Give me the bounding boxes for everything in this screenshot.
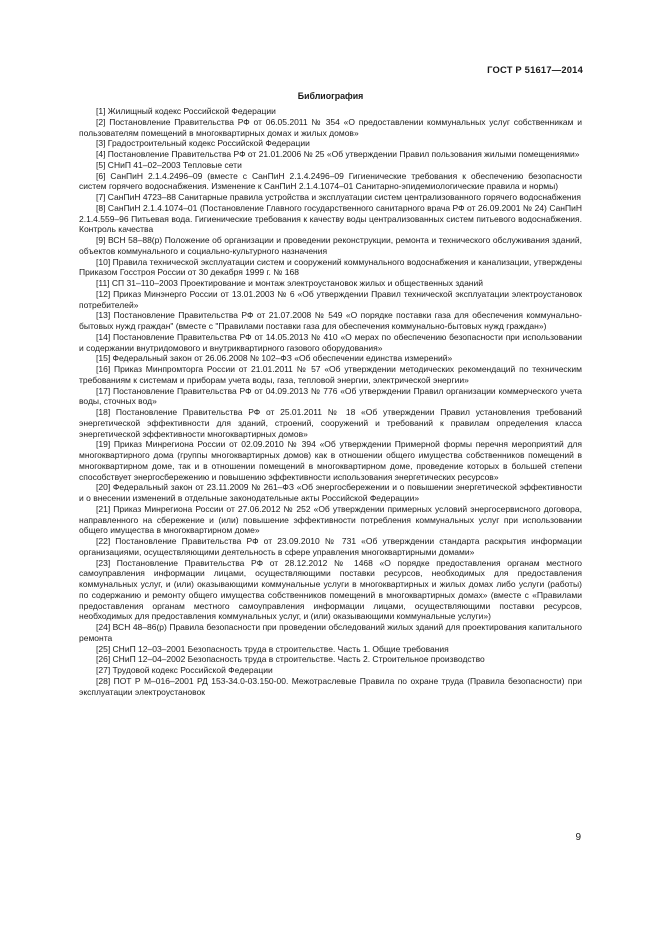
reference-item: [13] Постановление Правительства РФ от 21.07.2008 № 549 «О порядке поставки газа для обеспечения коммунально-бытовых нужд граждан" (вместе с "Правилами поставки газа для обеспечения коммунально-бытовых нужд граждан») bbox=[79, 310, 582, 331]
reference-item: [16] Приказ Минпромторга России от 21.01.2011 № 57 «Об утверждении методических рекомендаций по техническим требованиям к системам и приборам учета воды, газа, тепловой энергии, электрической энергии» bbox=[79, 364, 582, 385]
reference-item: [18] Постановление Правительства РФ от 25.01.2011 № 18 «Об утверждении Правил установления требований энергетической эффективности для зданий, строений, сооружений и требований к правилам определения класса энергетической эффективности многоквартирных домов» bbox=[79, 407, 582, 439]
reference-item: [12] Приказ Минэнерго России от 13.01.2003 № 6 «Об утверждении Правил технической эксплуатации электроустановок потребителей» bbox=[79, 288, 582, 310]
reference-item: [26] СНиП 12–04–2002 Безопасность труда в строительстве. Часть 2. Строительное производство bbox=[96, 654, 485, 665]
reference-item: [23] Постановление Правительства РФ от 28.12.2012 № 1468 «О порядке предоставления органам местного самоуправления информации лицами, осуществляющими поставки ресурсов, необходимых для предоставления коммунальных услуг, и (или) оказывающими коммунальные услуги в многоквартирных и жилых домах либо услуги (работы) по содержанию и ремонту общего имущества собственников помещений в многоквартирных домах» (вместе с «Правилами предоставления органам местного самоуправления информации лицами, осуществляющими поставки ресурсов, необходимых для предоставления коммунальных услуг, и (или) оказывающими коммунальные услуги») bbox=[79, 557, 582, 622]
reference-item: [15] Федеральный закон от 26.06.2008 № 102–ФЗ «Об обеспечении единства измерений» bbox=[96, 353, 453, 364]
reference-item: [24] ВСН 48–86(р) Правила безопасности при проведении обследований жилых зданий для проектирования капитального ремонта bbox=[79, 622, 582, 643]
reference-item: [2] Постановление Правительства РФ от 06.05.2011 № 354 «О предоставлении коммунальных услуг собственникам и пользователям помещений в многоквартирных домах и жилых домов» bbox=[79, 116, 582, 138]
reference-item: [20] Федеральный закон от 23.11.2009 № 261–ФЗ «Об энергосбережении и о повышении энергетической эффективности и о внесении изменений в отдельные законодательные акты Российской Федерации» bbox=[79, 482, 582, 503]
reference-item: [11] СП 31–110–2003 Проектирование и монтаж электроустановок жилых и общественных зданий bbox=[96, 278, 483, 288]
reference-item: [8] СанПиН 2.1.4.1074–01 (Постановление Главного государственного санитарного врача РФ от 26.09.2001 № 24) СанПиН 2.1.4.559–96 Питьевая вода. Гигиенические требования к качеству воды централизованных систем питьевого водоснабжения. Контроль качества bbox=[79, 202, 582, 235]
reference-item: [3] Градостроительный кодекс Российской Федерации bbox=[96, 138, 310, 149]
reference-item: [21] Приказ Минрегиона России от 27.06.2012 № 252 «Об утверждении примерных условий энергосервисного договора, направленного на сбережение и (или) повышение эффективности потребления коммунальных услуг при использовании общего имущества в многоквартирном доме» bbox=[79, 503, 582, 536]
reference-item: [9] ВСН 58–88(р) Положение об организации и проведении реконструкции, ремонта и технического обслуживания зданий, объектов коммунального и социально-культурного назначения bbox=[79, 235, 582, 256]
reference-item: [27] Трудовой кодекс Российской Федерации bbox=[96, 665, 273, 675]
section-title: Библиография bbox=[297, 91, 364, 101]
reference-item: [7] СанПиН 4723–88 Санитарные правила устройства и эксплуатации систем централизованного горячего водоснабжения bbox=[96, 192, 581, 202]
reference-item: [1] Жилищный кодекс Российской Федерации bbox=[96, 106, 276, 116]
reference-item: [28] ПОТ Р М–016–2001 РД 153-34.0-03.150-00. Межотраслевые Правила по охране труда (Правила безопасности) при эксплуатации электроустановок bbox=[79, 675, 582, 697]
reference-item: [4] Постановление Правительства РФ от 21.01.2006 № 25 «Об утверждении Правил пользования жилыми помещениями» bbox=[96, 149, 580, 159]
page-number: 9 bbox=[575, 832, 581, 843]
reference-item: [14] Постановление Правительства РФ от 14.05.2013 № 410 «О мерах по обеспечению безопасности при использовании и содержании внутридомового и внутриквартирного газового оборудования» bbox=[79, 331, 582, 353]
reference-item: [19] Приказ Минрегиона России от 02.09.2010 № 394 «Об утверждении Примерной формы перечня мероприятий для многоквартирного дома (группы многоквартирных домов) как в отношении общего имущества собственников помещений в многоквартирном доме, так и в отношении помещений в многоквартирном доме, проведение которых в большей степени способствует энергосбережению и повышению эффективности использования энергетических ресурсов» bbox=[79, 439, 582, 482]
reference-item: [17] Постановление Правительства РФ от 04.09.2013 № 776 «Об утверждении Правил организации коммерческого учета воды, сточных вод» bbox=[79, 385, 582, 407]
reference-item: [6] СанПиН 2.1.4.2496–09 (вместе с СанПиН 2.1.4.2496–09 Гигиенические требования к обеспечению безопасности систем горячего водоснабжения. Изменение к СанПиН 2.1.4.1074–01 Санитарно-эпидемиологические правила и нормы) bbox=[79, 170, 582, 192]
reference-item: [10] Правила технической эксплуатации систем и сооружений коммунального водоснабжения и канализации, утверждены Приказом Госстроя России от 30 декабря 1999 г. № 168 bbox=[79, 256, 582, 278]
reference-item: [25] СНиП 12–03–2001 Безопасность труда в строительстве. Часть 1. Общие требования bbox=[96, 643, 449, 654]
reference-item: [5] СНиП 41–02–2003 Тепловые сети bbox=[96, 159, 242, 170]
standard-header: ГОСТ Р 51617—2014 bbox=[487, 64, 583, 75]
reference-item: [22] Постановление Правительства РФ от 23.09.2010 № 731 «Об утверждении стандарта раскрытия информации организациями, осуществляющими деятельность в сфере управления многоквартирными домами» bbox=[79, 536, 582, 557]
bibliography-list bbox=[79, 106, 582, 697]
